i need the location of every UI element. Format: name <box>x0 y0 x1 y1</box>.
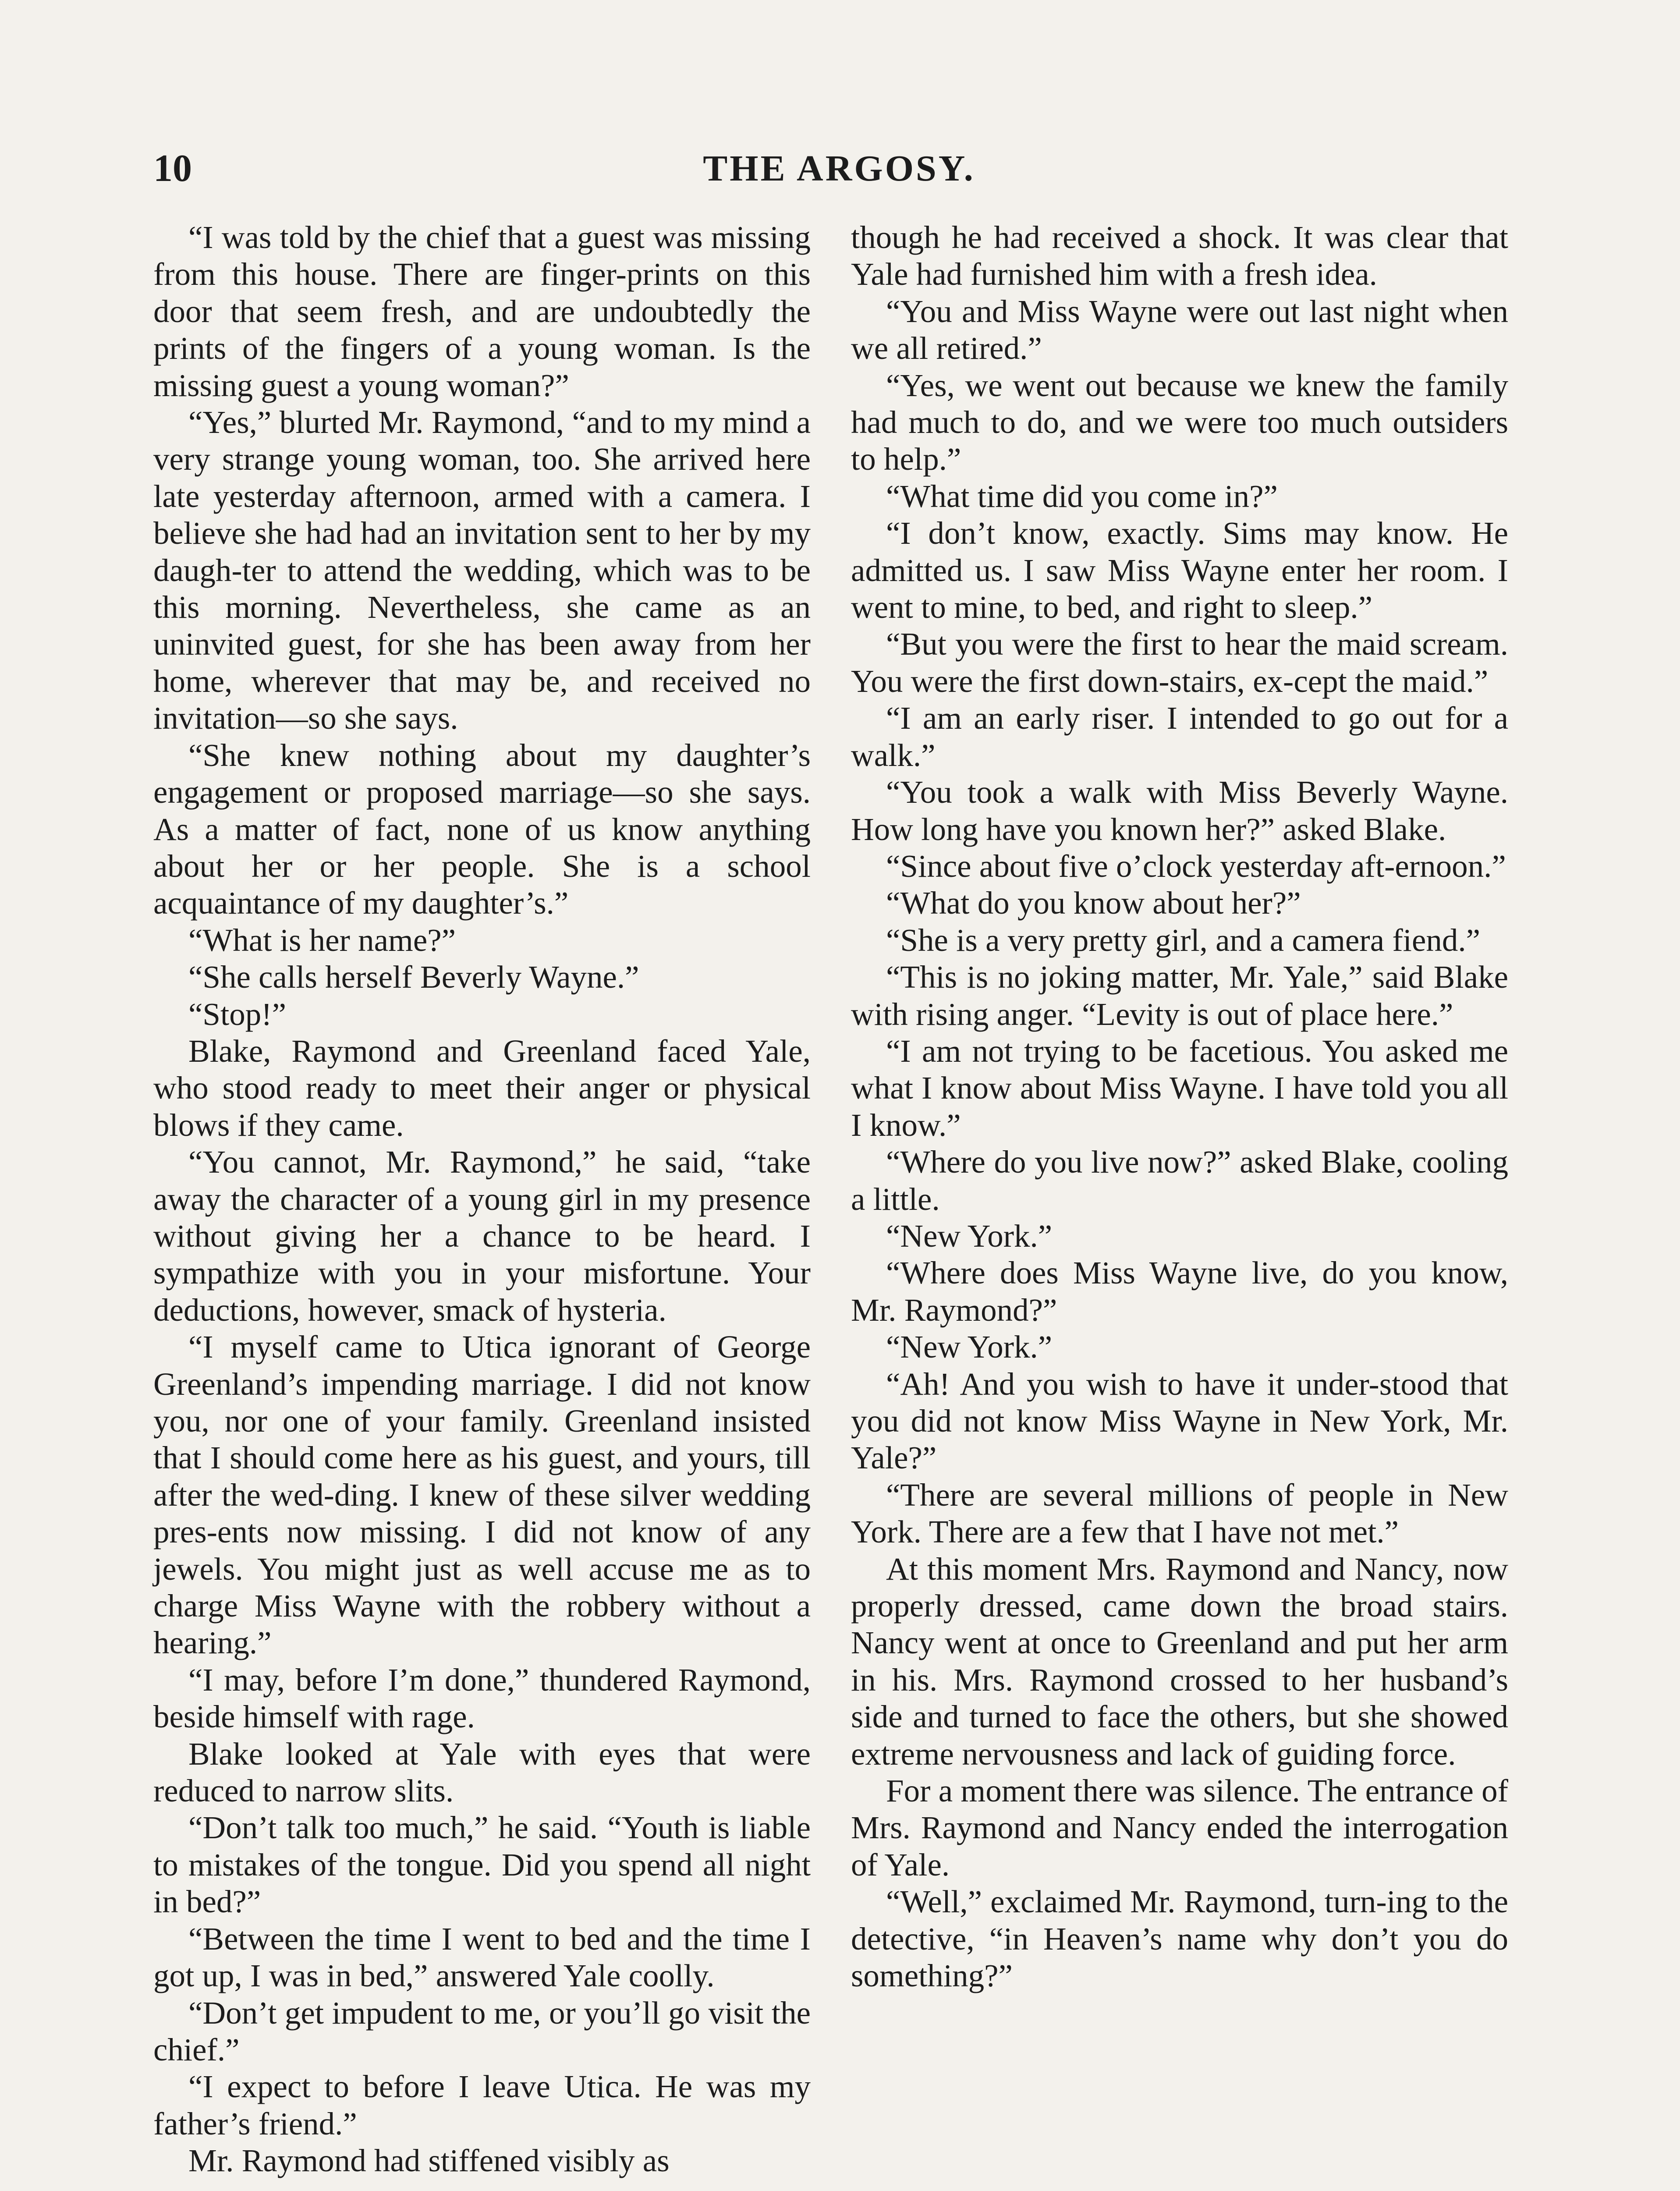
running-head: THE ARGOSY. <box>703 148 975 189</box>
paragraph: For a moment there was silence. The entrance of Mrs. Raymond and Nancy ended the interrogation of Yale. <box>851 1773 1508 1883</box>
paragraph: “New York.” <box>886 1218 1053 1254</box>
paragraph: “I may, before I’m done,” thundered Raymond, beside himself with rage. <box>153 1662 811 1735</box>
paragraph: “There are several millions of people in New York. There are a few that I have not met.” <box>851 1477 1508 1550</box>
paragraph: “What do you know about her?” <box>886 885 1301 921</box>
paragraph: “I expect to before I leave Utica. He was my father’s friend.” <box>153 2069 811 2141</box>
paragraph: “You and Miss Wayne were out last night when we all retired.” <box>851 293 1508 366</box>
paragraph-continued: though he had received a shock. It was clear that Yale had furnished him with a fresh idea. <box>851 220 1508 292</box>
page-number: 10 <box>153 147 192 190</box>
paragraph: “I don’t know, exactly. Sims may know. He admitted us. I saw Miss Wayne enter her room. I went to mine, to bed, and right to sleep.” <box>851 515 1508 625</box>
paragraph: Blake looked at Yale with eyes that were reduced to narrow slits. <box>153 1736 811 1809</box>
paragraph: “What is her name?” <box>188 922 456 958</box>
paragraph: “I myself came to Utica ignorant of George Greenland’s impending marriage. I did not know you, nor one of your family. Greenland insisted that I should come here as his guest, and yours, till after the wed-ding. I knew of these silver wedding pres-ents now missing. I did not know of any jewels. You might just as well accuse me as to charge Miss Wayne with the robbery without a hearing.” <box>153 1329 811 1661</box>
paragraph: “Well,” exclaimed Mr. Raymond, turn-ing to the detective, “in Heaven’s name why don’t you do something?” <box>851 1884 1508 1994</box>
paragraph: “What time did you come in?” <box>886 478 1278 514</box>
paragraph: “Between the time I went to bed and the time I got up, I was in bed,” answered Yale coolly. <box>153 1921 811 1994</box>
paragraph: “New York.” <box>886 1329 1053 1365</box>
paragraph: “She is a very pretty girl, and a camera fiend.” <box>886 922 1480 958</box>
paragraph: “This is no joking matter, Mr. Yale,” said Blake with rising anger. “Levity is out of place here.” <box>851 959 1508 1032</box>
left-column <box>153 219 811 2180</box>
paragraph: “Since about five o’clock yesterday aft-ernoon.” <box>886 848 1506 884</box>
paragraph: “I am an early riser. I intended to go out for a walk.” <box>851 700 1508 773</box>
paragraph: “Ah! And you wish to have it under-stood that you did not know Miss Wayne in New York, Mr. Yale?” <box>851 1366 1508 1476</box>
paragraph: “She calls herself Beverly Wayne.” <box>188 959 639 995</box>
page-header <box>153 145 1525 193</box>
right-column <box>851 219 1508 1995</box>
paragraph: “Where do you live now?” asked Blake, cooling a little. <box>851 1144 1508 1217</box>
paragraph: “You cannot, Mr. Raymond,” he said, “take away the character of a young girl in my presence without giving her a chance to be heard. I sympathize with you in your misfortune. Your deductions, however, smack of hysteria. <box>153 1144 811 1328</box>
paragraph: “You took a walk with Miss Beverly Wayne. How long have you known her?” asked Blake. <box>851 774 1508 847</box>
paragraph: “Stop!” <box>188 996 286 1032</box>
paragraph: “I was told by the chief that a guest was missing from this house. There are finger-prints on this door that seem fresh, and are undoubtedly the prints of the fingers of a young woman. Is the missing guest a young woman?” <box>153 220 811 403</box>
paragraph: “She knew nothing about my daughter’s engagement or proposed marriage—so she says. As a matter of fact, none of us know anything about her or her people. She is a school acquaintance of my daughter’s.” <box>153 737 811 921</box>
paragraph: “Where does Miss Wayne live, do you know, Mr. Raymond?” <box>851 1255 1508 1328</box>
paragraph: “Don’t get impudent to me, or you’ll go visit the chief.” <box>153 1995 811 2067</box>
paragraph: Mr. Raymond had stiffened visibly as <box>188 2143 670 2179</box>
paragraph: “I am not trying to be facetious. You asked me what I know about Miss Wayne. I have told you all I know.” <box>851 1033 1508 1143</box>
paragraph: “Don’t talk too much,” he said. “Youth is liable to mistakes of the tongue. Did you spend all night in bed?” <box>153 1810 811 1920</box>
paragraph: Blake, Raymond and Greenland faced Yale, who stood ready to meet their anger or physical blows if they came. <box>153 1033 811 1143</box>
paragraph: “Yes,” blurted Mr. Raymond, “and to my mind a very strange young woman, too. She arrived here late yesterday afternoon, armed with a camera. I believe she had had an invitation sent to her by my daugh-ter to attend the wedding, which was to be this morning. Nevertheless, she came as an uninvited guest, for she has been away from her home, wherever that may be, and received no invitation—so she says. <box>153 404 811 736</box>
paragraph: “Yes, we went out because we knew the family had much to do, and we were too much outsiders to help.” <box>851 367 1508 477</box>
paragraph: “But you were the first to hear the maid scream. You were the first down-stairs, ex-cept the maid.” <box>851 626 1508 699</box>
paragraph: At this moment Mrs. Raymond and Nancy, now properly dressed, came down the broad stairs. Nancy went at once to Greenland and put her arm in his. Mrs. Raymond crossed to her husband’s side and turned to face the others, but she showed extreme nervousness and lack of guiding force. <box>851 1551 1508 1772</box>
